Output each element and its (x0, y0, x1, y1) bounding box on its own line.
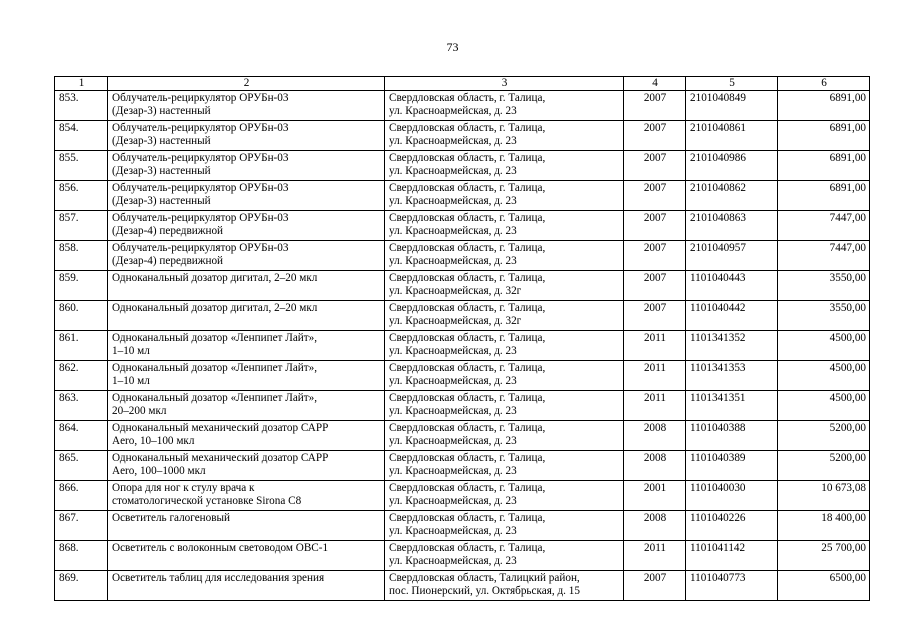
address-cell (385, 421, 624, 451)
table-row (55, 271, 870, 301)
item-name-cell (108, 271, 385, 301)
inventory-number-cell: 2101040862 (686, 181, 778, 211)
address-line: ул. Красноармейская, д. 23 (389, 195, 517, 207)
item-name-line: стоматологической установке Sirona C8 (112, 495, 302, 507)
address-cell (385, 271, 624, 301)
year-cell: 2007 (624, 571, 686, 601)
table-body (55, 91, 870, 601)
address-line: ул. Красноармейская, д. 32г (389, 315, 522, 327)
address-cell (385, 241, 624, 271)
item-name-cell (108, 91, 385, 121)
row-number-cell: 863. (55, 391, 108, 421)
item-name-line: 1–10 мл (112, 375, 150, 387)
item-name-line: Облучатель-рециркулятор ОРУБн-03 (112, 92, 289, 104)
year-cell: 2008 (624, 451, 686, 481)
cost-cell: 4500,00 (778, 361, 870, 391)
item-name-cell (108, 361, 385, 391)
address-line: Свердловская область, Талицкий район, (389, 572, 580, 584)
table-row (55, 481, 870, 511)
inventory-number-cell: 1101040226 (686, 511, 778, 541)
item-name-line: Одноканальный механический дозатор САРР (112, 422, 329, 434)
address-line: пос. Пионерский, ул. Октябрьская, д. 15 (389, 585, 580, 597)
item-name-line: Одноканальный дозатор дигитал, 2–20 мкл (112, 272, 318, 284)
address-line: ул. Красноармейская, д. 23 (389, 375, 517, 387)
table-row (55, 361, 870, 391)
address-cell (385, 301, 624, 331)
address-line: ул. Красноармейская, д. 23 (389, 345, 517, 357)
address-line: ул. Красноармейская, д. 23 (389, 105, 517, 117)
item-name-line: Осветитель с волоконным световодом ОВС-1 (112, 542, 329, 554)
item-name-line: (Дезар-3) настенный (112, 195, 211, 207)
item-name-cell (108, 151, 385, 181)
item-name-line: (Дезар-4) передвижной (112, 225, 224, 237)
address-line: Свердловская область, г. Талица, (389, 182, 546, 194)
item-name-line: 1–10 мл (112, 345, 150, 357)
item-name-cell (108, 451, 385, 481)
row-number-cell: 859. (55, 271, 108, 301)
item-name-line: Облучатель-рециркулятор ОРУБн-03 (112, 152, 289, 164)
table-row (55, 421, 870, 451)
year-cell: 2007 (624, 241, 686, 271)
address-line: ул. Красноармейская, д. 23 (389, 525, 517, 537)
column-header-6: 6 (778, 77, 870, 91)
address-cell (385, 571, 624, 601)
year-cell: 2007 (624, 121, 686, 151)
table-row (55, 241, 870, 271)
row-number-cell: 858. (55, 241, 108, 271)
table-row (55, 511, 870, 541)
column-header-3: 3 (385, 77, 624, 91)
address-line: Свердловская область, г. Талица, (389, 122, 546, 134)
item-name-line: Aero, 100–1000 мкл (112, 465, 206, 477)
cost-cell: 6891,00 (778, 91, 870, 121)
cost-cell: 4500,00 (778, 391, 870, 421)
item-name-cell (108, 421, 385, 451)
address-line: Свердловская область, г. Талица, (389, 422, 546, 434)
address-line: Свердловская область, г. Талица, (389, 512, 546, 524)
address-line: Свердловская область, г. Талица, (389, 392, 546, 404)
row-number-cell: 864. (55, 421, 108, 451)
address-cell (385, 361, 624, 391)
item-name-line: Одноканальный дозатор «Ленпипет Лайт», (112, 332, 318, 344)
inventory-number-cell: 2101040863 (686, 211, 778, 241)
year-cell: 2011 (624, 391, 686, 421)
address-line: ул. Красноармейская, д. 23 (389, 225, 517, 237)
address-line: Свердловская область, г. Талица, (389, 152, 546, 164)
inventory-number-cell: 2101040986 (686, 151, 778, 181)
cost-cell: 25 700,00 (778, 541, 870, 571)
row-number-cell: 857. (55, 211, 108, 241)
item-name-line: (Дезар-3) настенный (112, 105, 211, 117)
item-name-line: Одноканальный дозатор «Ленпипет Лайт», (112, 362, 318, 374)
row-number-cell: 861. (55, 331, 108, 361)
address-line: Свердловская область, г. Талица, (389, 362, 546, 374)
row-number-cell: 862. (55, 361, 108, 391)
item-name-cell (108, 541, 385, 571)
column-header-5: 5 (686, 77, 778, 91)
address-line: ул. Красноармейская, д. 23 (389, 135, 517, 147)
address-cell (385, 541, 624, 571)
address-cell (385, 211, 624, 241)
address-line: ул. Красноармейская, д. 23 (389, 405, 517, 417)
table-row (55, 151, 870, 181)
address-cell (385, 481, 624, 511)
address-line: Свердловская область, г. Талица, (389, 212, 546, 224)
inventory-number-cell: 2101040849 (686, 91, 778, 121)
row-number-cell: 868. (55, 541, 108, 571)
year-cell: 2011 (624, 361, 686, 391)
inventory-number-cell: 1101040773 (686, 571, 778, 601)
item-name-line: Облучатель-рециркулятор ОРУБн-03 (112, 242, 289, 254)
table-row (55, 91, 870, 121)
item-name-line: Одноканальный дозатор «Ленпипет Лайт», (112, 392, 318, 404)
address-line: ул. Красноармейская, д. 23 (389, 465, 517, 477)
column-header-2: 2 (108, 77, 385, 91)
row-number-cell: 856. (55, 181, 108, 211)
year-cell: 2007 (624, 301, 686, 331)
item-name-cell (108, 481, 385, 511)
address-cell (385, 451, 624, 481)
inventory-number-cell: 1101040389 (686, 451, 778, 481)
row-number-cell: 853. (55, 91, 108, 121)
item-name-cell (108, 301, 385, 331)
cost-cell: 7447,00 (778, 241, 870, 271)
column-header-1: 1 (55, 77, 108, 91)
table-row (55, 301, 870, 331)
year-cell: 2007 (624, 271, 686, 301)
address-cell (385, 511, 624, 541)
cost-cell: 6891,00 (778, 151, 870, 181)
row-number-cell: 860. (55, 301, 108, 331)
table-row (55, 331, 870, 361)
address-line: Свердловская область, г. Талица, (389, 452, 546, 464)
inventory-number-cell: 1101341352 (686, 331, 778, 361)
address-cell (385, 331, 624, 361)
address-line: ул. Красноармейская, д. 23 (389, 495, 517, 507)
address-line: Свердловская область, г. Талица, (389, 242, 546, 254)
item-name-line: Осветитель галогеновый (112, 512, 231, 524)
row-number-cell: 869. (55, 571, 108, 601)
item-name-line: Одноканальный дозатор дигитал, 2–20 мкл (112, 302, 318, 314)
row-number-cell: 854. (55, 121, 108, 151)
table-header-row (55, 77, 870, 91)
inventory-number-cell: 2101040861 (686, 121, 778, 151)
item-name-line: Aero, 10–100 мкл (112, 435, 195, 447)
address-line: Свердловская область, г. Талица, (389, 302, 546, 314)
year-cell: 2007 (624, 91, 686, 121)
address-cell (385, 91, 624, 121)
year-cell: 2011 (624, 541, 686, 571)
item-name-line: Осветитель таблиц для исследования зрения (112, 572, 325, 584)
inventory-number-cell: 1101341351 (686, 391, 778, 421)
item-name-line: (Дезар-3) настенный (112, 135, 211, 147)
cost-cell: 4500,00 (778, 331, 870, 361)
table-row (55, 571, 870, 601)
item-name-line: Опора для ног к стулу врача к (112, 482, 255, 494)
table-row (55, 211, 870, 241)
item-name-line: Облучатель-рециркулятор ОРУБн-03 (112, 182, 289, 194)
row-number-cell: 867. (55, 511, 108, 541)
item-name-line: (Дезар-4) передвижной (112, 255, 224, 267)
inventory-number-cell: 1101040443 (686, 271, 778, 301)
item-name-cell (108, 511, 385, 541)
item-name-cell (108, 331, 385, 361)
inventory-number-cell: 1101040030 (686, 481, 778, 511)
item-name-cell (108, 571, 385, 601)
cost-cell: 3550,00 (778, 301, 870, 331)
cost-cell: 3550,00 (778, 271, 870, 301)
address-line: Свердловская область, г. Талица, (389, 92, 546, 104)
address-cell (385, 151, 624, 181)
column-header-4: 4 (624, 77, 686, 91)
registry-table (54, 76, 870, 601)
address-cell (385, 121, 624, 151)
address-cell (385, 181, 624, 211)
item-name-cell (108, 211, 385, 241)
year-cell: 2008 (624, 511, 686, 541)
inventory-number-cell: 1101040442 (686, 301, 778, 331)
cost-cell: 5200,00 (778, 421, 870, 451)
address-line: Свердловская область, г. Талица, (389, 272, 546, 284)
year-cell: 2007 (624, 151, 686, 181)
row-number-cell: 855. (55, 151, 108, 181)
year-cell: 2007 (624, 181, 686, 211)
table-row (55, 541, 870, 571)
inventory-number-cell: 1101040388 (686, 421, 778, 451)
item-name-line: (Дезар-3) настенный (112, 165, 211, 177)
table-row (55, 181, 870, 211)
table-row (55, 451, 870, 481)
table-row (55, 391, 870, 421)
address-line: ул. Красноармейская, д. 23 (389, 555, 517, 567)
cost-cell: 18 400,00 (778, 511, 870, 541)
item-name-cell (108, 181, 385, 211)
row-number-cell: 866. (55, 481, 108, 511)
table-row (55, 121, 870, 151)
address-line: ул. Красноармейская, д. 23 (389, 165, 517, 177)
address-line: ул. Красноармейская, д. 23 (389, 435, 517, 447)
cost-cell: 6891,00 (778, 121, 870, 151)
inventory-number-cell: 1101341353 (686, 361, 778, 391)
item-name-cell (108, 391, 385, 421)
cost-cell: 10 673,08 (778, 481, 870, 511)
year-cell: 2007 (624, 211, 686, 241)
cost-cell: 6500,00 (778, 571, 870, 601)
page-number: 73 (446, 40, 459, 54)
row-number-cell: 865. (55, 451, 108, 481)
cost-cell: 6891,00 (778, 181, 870, 211)
item-name-line: Облучатель-рециркулятор ОРУБн-03 (112, 212, 289, 224)
item-name-line: Облучатель-рециркулятор ОРУБн-03 (112, 122, 289, 134)
address-line: ул. Красноармейская, д. 23 (389, 255, 517, 267)
cost-cell: 7447,00 (778, 211, 870, 241)
item-name-cell (108, 121, 385, 151)
item-name-line: 20–200 мкл (112, 405, 167, 417)
address-line: Свердловская область, г. Талица, (389, 482, 546, 494)
address-cell (385, 391, 624, 421)
address-line: Свердловская область, г. Талица, (389, 542, 546, 554)
year-cell: 2008 (624, 421, 686, 451)
inventory-number-cell: 1101041142 (686, 541, 778, 571)
item-name-cell (108, 241, 385, 271)
inventory-number-cell: 2101040957 (686, 241, 778, 271)
address-line: ул. Красноармейская, д. 32г (389, 285, 522, 297)
item-name-line: Одноканальный механический дозатор САРР (112, 452, 329, 464)
year-cell: 2011 (624, 331, 686, 361)
address-line: Свердловская область, г. Талица, (389, 332, 546, 344)
year-cell: 2001 (624, 481, 686, 511)
cost-cell: 5200,00 (778, 451, 870, 481)
